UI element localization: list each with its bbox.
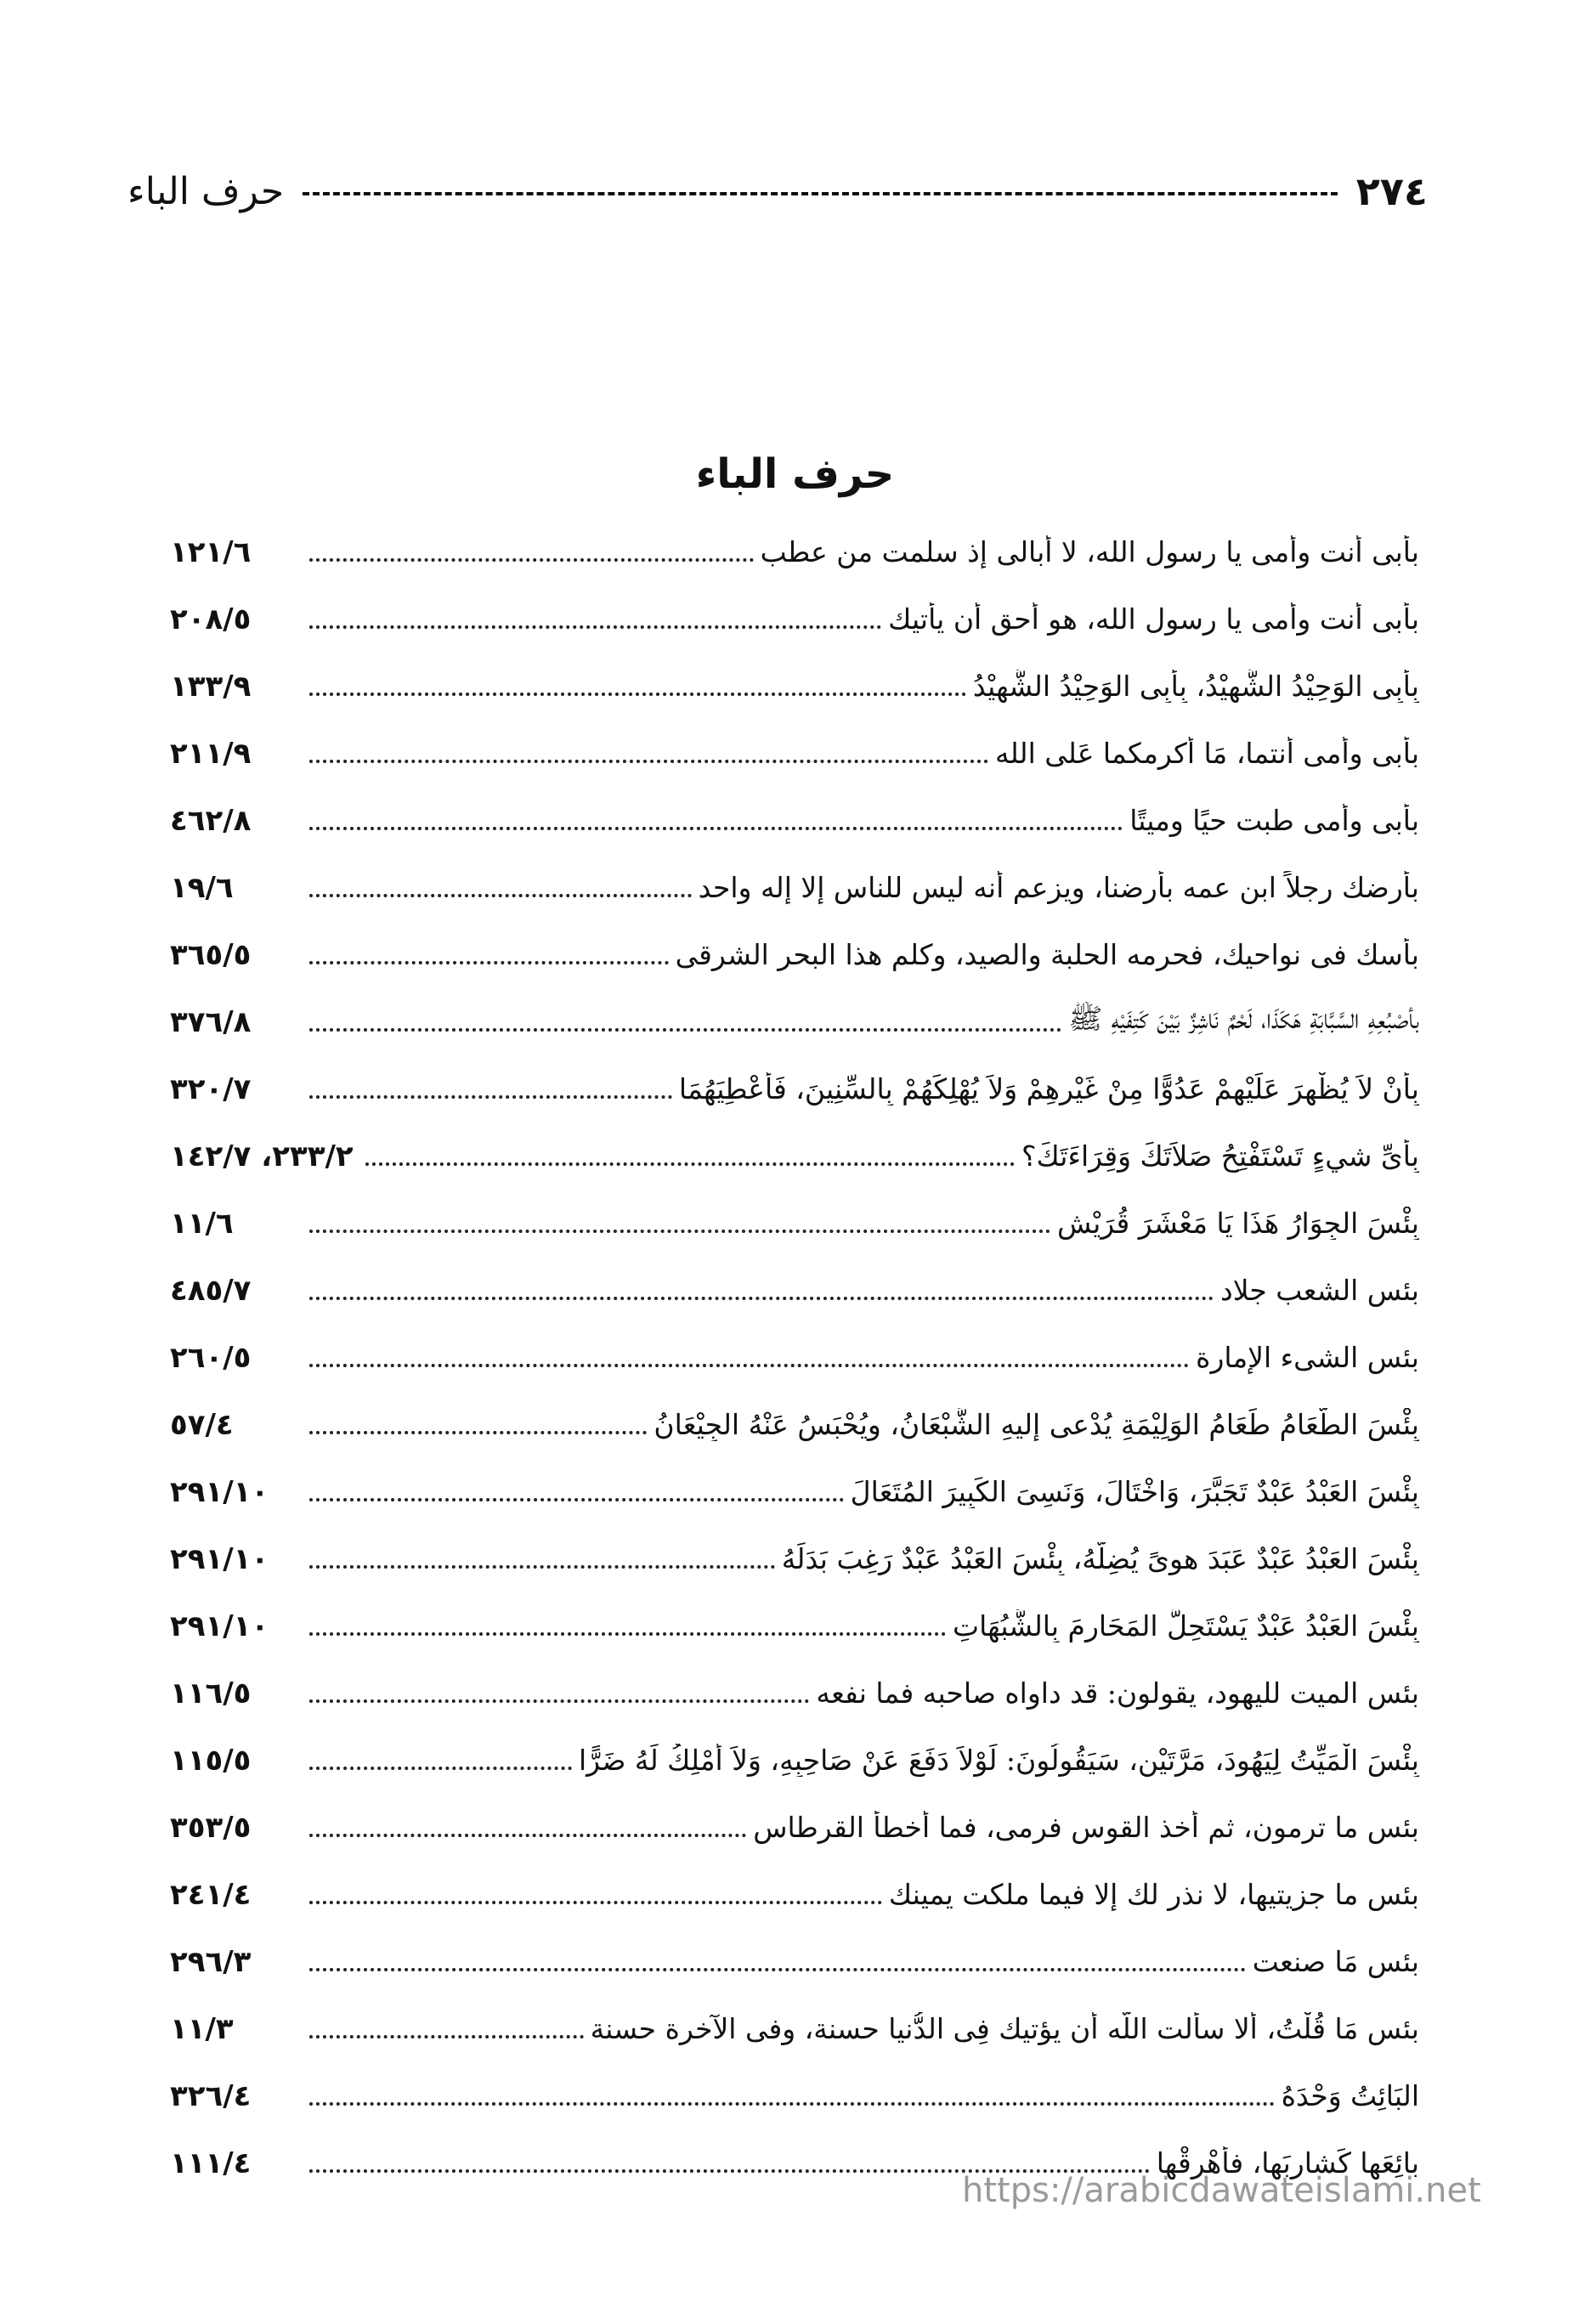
dot-leader bbox=[309, 1431, 647, 1434]
entry-reference: ١١٥/٥ bbox=[170, 1743, 252, 1778]
entry-reference: ١٢١/٦ bbox=[170, 534, 252, 569]
entry-text: البَائِتُ وَحْدَهُ bbox=[1281, 2079, 1419, 2112]
entry-reference: ٢٩١/١٠ bbox=[170, 1541, 269, 1576]
index-entry bbox=[170, 1592, 1419, 1660]
entry-reference: ٤٦٢/٨ bbox=[170, 803, 252, 838]
entry-reference: ٢١١/٩ bbox=[170, 736, 252, 771]
entry-text: بئس ما ترمون، ثم أخذ القوس فرمى، فما أخطأ القرطاس bbox=[753, 1811, 1419, 1844]
dot-leader bbox=[309, 1498, 844, 1501]
dot-leader bbox=[365, 1162, 1015, 1166]
entry-text: بأبى وأمى طبت حيًا وميتًا bbox=[1129, 804, 1419, 837]
entry-text: بِأَبِى الوَحِيْدُ الشَّهِيْدُ، بِأَبِى الوَحِيْدُ الشَّهِيْدُ bbox=[972, 670, 1419, 703]
section-title: حرف الباء bbox=[695, 450, 895, 498]
dot-leader bbox=[309, 1699, 809, 1703]
index-entry bbox=[170, 1122, 1419, 1190]
entry-text: بِئْسَ الجِوَارُ هَذَا يَا مَعْشَرَ قُرَيْشٍ bbox=[1057, 1207, 1419, 1240]
dot-leader bbox=[309, 1230, 1050, 1233]
dot-leader bbox=[309, 1095, 672, 1099]
watermark-url: https://arabicdawateislami.net bbox=[962, 2171, 1481, 2210]
dot-leader bbox=[309, 827, 1123, 830]
dot-leader bbox=[309, 1834, 746, 1837]
entry-reference: ٥٧/٤ bbox=[170, 1407, 234, 1442]
entry-text: بأرضك رجلاً ابن عمه بأرضنا، ويزعم أنه ليس للناس إلا إله واحد bbox=[698, 871, 1419, 904]
dot-leader bbox=[309, 1297, 1214, 1300]
index-entry bbox=[170, 787, 1419, 854]
dot-leader bbox=[309, 2035, 584, 2038]
entry-reference: ٢٣٣/٢، ١٤٢/٧ bbox=[170, 1139, 354, 1173]
entry-text: بِئْسَ العَبْدُ عَبْدٌ عَبَدَ هوىً يُضِلُّهُ، بِئْسَ العَبْدُ عَبْدٌ رَغِبَ بَدَلَهُ bbox=[781, 1542, 1419, 1575]
index-entry bbox=[170, 1324, 1419, 1391]
entry-text: بِئْسَ الْمَيِّتُ لِيَهُودَ، مَرَّتَيْنِ، سَيَقُولُونَ: لَوْلاَ دَفَعَ عَنْ صَاحِبِهِ، وَلاَ أَمْلِكُ لَهُ ضَرًّا bbox=[578, 1744, 1419, 1777]
index-entry bbox=[170, 1928, 1419, 1995]
entry-reference: ٢٩١/١٠ bbox=[170, 1474, 269, 1509]
entry-text: بئس ما جزيتيها، لا نذر لك إلا فيما ملكت يمينك bbox=[888, 1878, 1419, 1911]
entry-text: بأبى أنت وأمى يا رسول الله، هو أحق أن يأتيك bbox=[888, 602, 1419, 636]
index-entry bbox=[170, 854, 1419, 921]
entry-reference: ٢٤١/٤ bbox=[170, 1877, 252, 1912]
dot-leader bbox=[309, 1968, 1246, 1971]
index-entry bbox=[170, 585, 1419, 653]
index-entry bbox=[170, 988, 1419, 1055]
index-entry bbox=[170, 1190, 1419, 1257]
index-entry bbox=[170, 1660, 1419, 1727]
entry-reference: ١١١/٤ bbox=[170, 2146, 252, 2180]
header-dashed-rule bbox=[303, 192, 1338, 195]
index-entry bbox=[170, 1055, 1419, 1122]
entry-text: بأبى أنت وأمى يا رسول الله، لا أبالى إذ سلمت من عطب bbox=[760, 535, 1419, 568]
index-entry bbox=[170, 921, 1419, 988]
entry-text: بئس الشعب جلاد bbox=[1220, 1274, 1419, 1307]
entry-text: بئس مَا صنعت bbox=[1252, 1945, 1419, 1978]
running-title: حرف الباء bbox=[127, 169, 285, 213]
entry-reference: ٢٩٦/٣ bbox=[170, 1944, 252, 1979]
entry-text: بأصْبُعِهِ السَّبَّابَةِ هَكَذَا، لَحْمٌ نَاشِزٌ بَيْنَ كَتِفَيْهِ ﷺ bbox=[1068, 1001, 1419, 1035]
index-entry bbox=[170, 653, 1419, 720]
entry-reference: ٣٢٠/٧ bbox=[170, 1072, 252, 1106]
index-entry bbox=[170, 1861, 1419, 1928]
dot-leader bbox=[309, 894, 692, 897]
entry-text: بئس الشىء الإمارة bbox=[1196, 1341, 1419, 1374]
entry-reference: ٣٦٥/٥ bbox=[170, 937, 252, 972]
entry-reference: ٣٢٦/٤ bbox=[170, 2078, 252, 2113]
dot-leader bbox=[309, 625, 881, 629]
index-entry-list bbox=[170, 518, 1419, 2197]
index-entry bbox=[170, 2062, 1419, 2129]
entry-text: بِأَىِّ شيءٍ تَسْتَفْتِحُ صَلاَتَكَ وَقِرَاءَتَكَ؟ bbox=[1021, 1139, 1419, 1173]
entry-text: بأسك فى نواحيك، فحرمه الحلبة والصيد، وكلم هذا البحر الشرقى bbox=[675, 938, 1419, 971]
entry-reference: ١٣٣/٩ bbox=[170, 669, 252, 704]
index-entry bbox=[170, 1257, 1419, 1324]
dot-leader bbox=[309, 961, 669, 964]
index-entry bbox=[170, 1995, 1419, 2062]
dot-leader bbox=[309, 693, 966, 696]
entry-reference: ٢٦٠/٥ bbox=[170, 1340, 252, 1375]
entry-reference: ٢٠٨/٥ bbox=[170, 602, 252, 636]
dot-leader bbox=[309, 2102, 1275, 2106]
dot-leader bbox=[309, 760, 988, 763]
index-entry bbox=[170, 1458, 1419, 1525]
entry-text: بِئْسَ العَبْدُ عَبْدٌ تَجَبَّرَ، وَاخْتَالَ، وَنَسِىَ الكَبِيرَ المُتَعَالَ bbox=[850, 1475, 1419, 1508]
entry-text: بأبى وأمى أنتما، مَا أكرمكما عَلى الله bbox=[994, 737, 1419, 770]
page-number: ٢٧٤ bbox=[1355, 168, 1428, 214]
index-entry bbox=[170, 720, 1419, 787]
entry-reference: ١٩/٦ bbox=[170, 870, 234, 905]
index-entry bbox=[170, 1794, 1419, 1861]
dot-leader bbox=[309, 1028, 1061, 1032]
entry-text: بِئْسَ العَبْدُ عَبْدٌ يَسْتَحِلُّ المَحَارِمَ بِالشُّبُهَاتِ bbox=[953, 1609, 1419, 1643]
index-entry bbox=[170, 1727, 1419, 1794]
dot-leader bbox=[309, 1901, 882, 1904]
entry-reference: ٣٥٣/٥ bbox=[170, 1810, 252, 1845]
entry-reference: ١١٦/٥ bbox=[170, 1676, 252, 1710]
running-header bbox=[127, 161, 1428, 221]
index-entry bbox=[170, 518, 1419, 585]
dot-leader bbox=[309, 1632, 946, 1636]
dot-leader bbox=[309, 1364, 1189, 1367]
entry-reference: ٣٧٦/٨ bbox=[170, 1004, 252, 1039]
entry-text: بائِعَها كَشارِبَها، فأَهْرِقْها bbox=[1156, 2146, 1419, 2180]
entry-reference: ٢٩١/١٠ bbox=[170, 1609, 269, 1643]
entry-text: بئس مَا قُلْتُ، ألا سألت اللّه أن يؤتيك فِى الدُّنيا حسنة، وفى الآخرة حسنة bbox=[590, 2012, 1419, 2045]
index-entry bbox=[170, 1391, 1419, 1458]
index-entry bbox=[170, 1525, 1419, 1592]
dot-leader bbox=[309, 1565, 775, 1569]
entry-reference: ١١/٦ bbox=[170, 1206, 234, 1241]
entry-text: بئس الميت لليهود، يقولون: قد داواه صاحبه فما نفعه bbox=[816, 1677, 1419, 1710]
dot-leader bbox=[309, 558, 754, 562]
entry-reference: ٤٨٥/٧ bbox=[170, 1273, 252, 1308]
entry-text: بِئْسَ الطَّعَامُ طَعَامُ الوَلِيْمَةِ يُدْعى إليهِ الشَّبْعَانُ، ويُحْبَسُ عَنْهُ الجِيْعَانُ bbox=[654, 1408, 1419, 1441]
entry-reference: ١١/٣ bbox=[170, 2011, 234, 2046]
dot-leader bbox=[309, 1767, 572, 1770]
entry-text: بِأَنْ لاَ يُظْهِرَ عَلَيْهِمْ عَدُوًّا مِنْ غَيْرِهِمْ وَلاَ يُهْلِكَهُمْ بِالسِّنِينَ، فَأَعْطِيَهُمَا bbox=[678, 1072, 1419, 1105]
